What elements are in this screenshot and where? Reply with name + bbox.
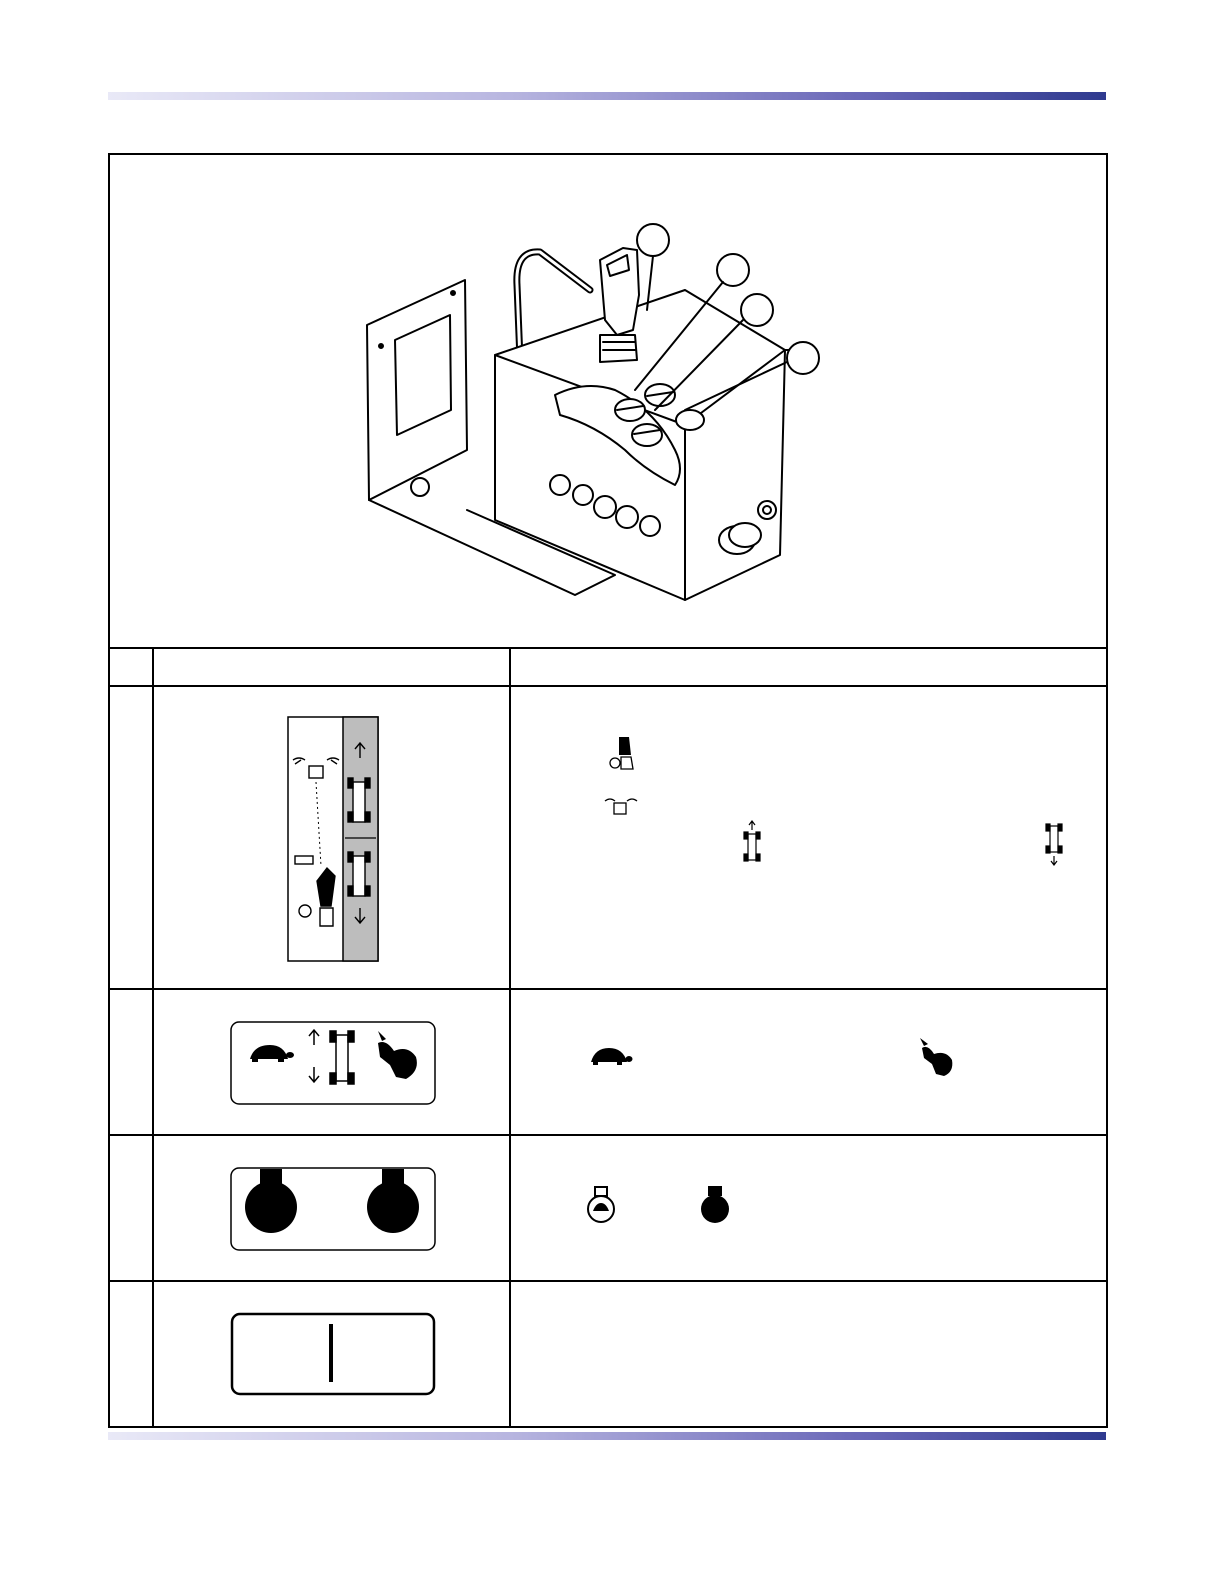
footer-rule bbox=[108, 1432, 1106, 1440]
controls-table bbox=[108, 153, 1108, 1428]
drive-steer-decal bbox=[287, 716, 379, 962]
drive-reverse-icon bbox=[1044, 822, 1064, 866]
header-bottom-border bbox=[110, 685, 1106, 687]
platform-control-box-illustration bbox=[355, 210, 855, 605]
header-top-border bbox=[110, 647, 1106, 649]
header-rule bbox=[108, 92, 1106, 100]
rabbit-icon bbox=[918, 1038, 956, 1078]
indicator-dot-icon bbox=[698, 1185, 732, 1225]
turtle-icon bbox=[589, 1044, 633, 1068]
power-on-icon bbox=[329, 1324, 333, 1382]
row-divider bbox=[110, 1134, 1106, 1136]
steer-icon bbox=[603, 795, 639, 817]
power-switch-decal bbox=[230, 1312, 436, 1396]
row-divider bbox=[110, 1280, 1106, 1282]
indicator-decal bbox=[230, 1167, 436, 1251]
column-divider bbox=[152, 647, 154, 1426]
engine-idle-icon bbox=[584, 1185, 618, 1225]
column-divider bbox=[509, 647, 511, 1426]
row-divider bbox=[110, 988, 1106, 990]
drive-forward-icon bbox=[742, 820, 762, 864]
speed-select-decal bbox=[230, 1021, 436, 1105]
joystick-enable-icon bbox=[607, 733, 637, 771]
